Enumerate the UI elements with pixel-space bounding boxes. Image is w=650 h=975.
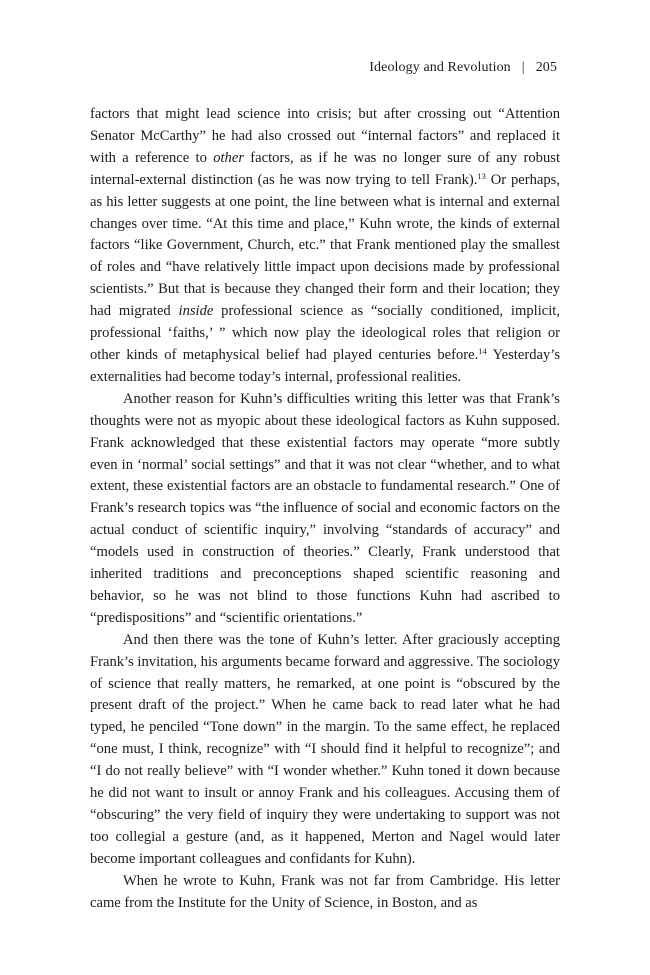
text-run: factors, as if he was no longer sure of any robust internal-external distinction (as he was now trying to tell Frank). (90, 149, 560, 188)
text-run: Or perhaps, as his letter suggests at one point, the line between what is internal and external changes over time. “At this time and place,” Kuhn wrote, the kinds of external factors “like Government, Church, etc.” that Frank mentioned play the smallest of roles and “have relatively little impact upon decisions made by professional scientists.” But that is because they changed their form and their location; they had migrated (90, 171, 560, 320)
text-run: factors that might lead science into crisis; but after crossing out “Attention Senator McCarthy” he had also crossed out “internal factors” and replaced it with a reference to (90, 106, 560, 166)
paragraph-2 (90, 389, 560, 630)
paragraph-3 (90, 630, 560, 871)
italic-text: other (213, 149, 245, 166)
text-run: And then there was the tone of Kuhn’s letter. After graciously accepting Frank’s invitation, his arguments became forward and aggressive. The sociology of science that really matters, he remarked, at one point is “obscured by the present draft of the project.” When he came back to read later what he had typed, he penciled “Tone down” in the margin. To the same effect, he replaced “one must, I think, recognize” with “I should find it helpful to recognize”; and “I do not really believe” with “I wonder whether.” Kuhn toned it down because he did not want to insult or annoy Frank and his colleagues. Accusing them of “obscuring” the very field of inquiry they were undertaking to support was not too collegial a gesture (and, as it happened, Merton and Nagel would later become important colleagues and confidants for Kuhn). (90, 631, 560, 867)
footnote-ref-13: 13 (477, 170, 486, 181)
running-header (369, 59, 557, 77)
header-separator: | (521, 60, 525, 75)
italic-text: inside (178, 303, 214, 320)
paragraph-4 (90, 871, 560, 915)
running-header-title: Ideology and Revolution (369, 60, 511, 75)
footnote-ref-14: 14 (478, 345, 487, 356)
text-run: When he wrote to Kuhn, Frank was not far from Cambridge. His letter came from the Institute for the Unity of Science, in Boston, and as (90, 872, 560, 911)
body-text (90, 104, 560, 915)
paragraph-1 (90, 104, 560, 389)
text-run: Another reason for Kuhn’s difficulties writing this letter was that Frank’s thoughts were not as myopic about these ideological factors as Kuhn supposed. Frank acknowledged that these existential factors may operate “more subtly even in ‘normal’ social settings” and that it was not clear “whether, and to what extent, these existential factors are an obstacle to fundamental research.” One of Frank’s research topics was “the influence of social and economic factors on the actual conduct of scientific inquiry,” involving “standards of accuracy” and “models used in construction of theories.” Clearly, Frank understood that inherited traditions and preconceptions shaped scientific reasoning and behavior, so he was not blind to those functions Kuhn had ascribed to “predispositions” and “scientific orientations.” (90, 390, 560, 626)
text-run: Yesterday’s externalities had become today’s internal, professional realities. (90, 346, 560, 385)
page-number: 205 (535, 60, 557, 75)
text-run: professional science as “socially conditioned, implicit, professional ‘faiths,’ ” which now play the ideological roles that religion or other kinds of metaphysical belief had played centuries before. (90, 303, 560, 363)
